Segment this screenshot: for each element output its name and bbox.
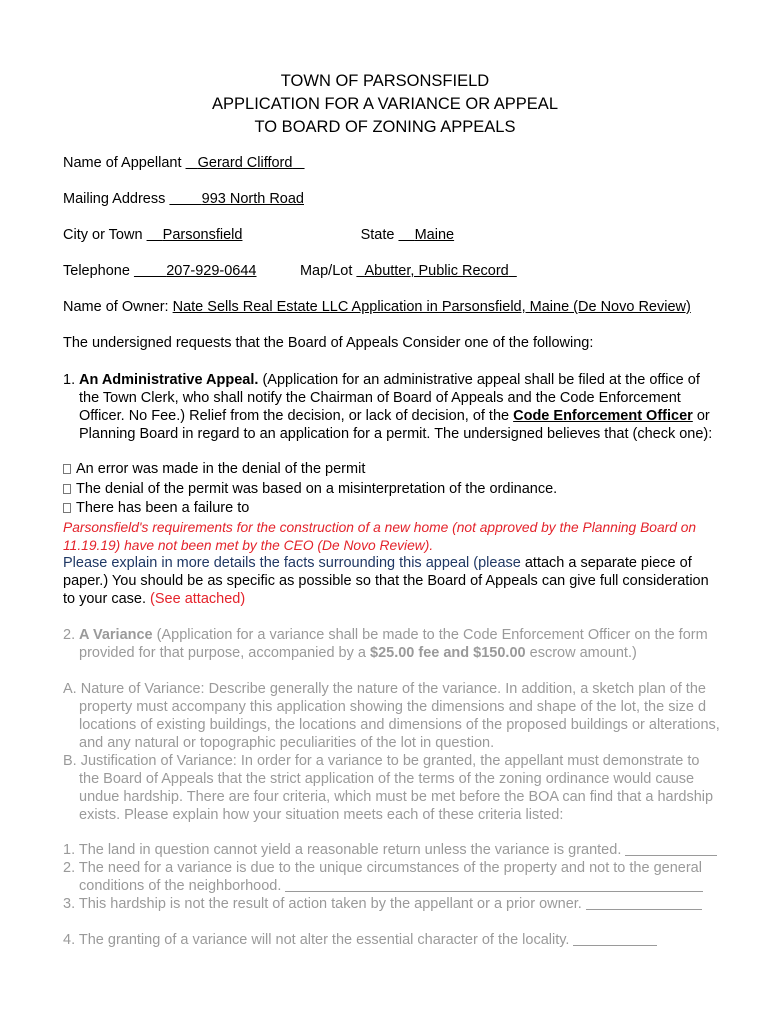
state-label: State [360, 227, 395, 243]
mailing-label: Mailing Address [63, 191, 166, 207]
appellant-field[interactable] [186, 155, 305, 171]
red-note: Parsonsfield's requirements for the construction of a new home (not approved by the Planning Board on 11.19.19) have not been met by the CEO (De Novo Review). [63, 520, 697, 553]
option-error-label: An error was made in the denial of the permit [76, 461, 366, 477]
criteria-1-row [63, 841, 717, 858]
state-field[interactable] [398, 227, 498, 243]
variance-heading: A Variance [79, 627, 153, 643]
option-misinterpretation-checkbox[interactable] [63, 484, 71, 494]
option-failure-row [63, 500, 249, 516]
criteria-1-text: 1. The land in question cannot yield a reasonable return unless the variance is granted. [63, 842, 622, 858]
option-misinterpretation-label: The denial of the permit was based on a misinterpretation of the ordinance. [76, 481, 558, 497]
owner-field[interactable] [173, 299, 691, 315]
variance-fee: $25.00 fee and $150.00 [370, 645, 526, 661]
appellant-label: Name of Appellant [63, 155, 182, 171]
appellant-row [63, 155, 305, 171]
see-attached-text: (See attached) [150, 591, 246, 607]
variance-item-a: A. Nature of Variance: Describe generally the nature of the variance. In addition, a sketch plan of the property must accompany this application showing the dimensions and shape of the lot, the size d locations of existing buildings, the locations and dimensions of the proposed buildings or alterations, and any natural or topographic peculiarities of the lot in question. [63, 681, 720, 751]
city-state-row [63, 227, 498, 243]
appeal-heading: An Administrative Appeal. [79, 372, 259, 388]
city-label: City or Town [63, 227, 143, 243]
criteria-2-row [63, 859, 723, 895]
intro-text: The undersigned requests that the Board of Appeals Consider one of the following: [63, 335, 594, 351]
code-enforcement-officer: Code Enforcement Officer [513, 408, 693, 424]
criteria-2-blank[interactable] [285, 877, 703, 892]
mailing-field[interactable] [169, 191, 497, 207]
variance-text-b: escrow amount.) [529, 645, 637, 661]
variance-number: 2. [63, 627, 76, 643]
criteria-3-text: 3. This hardship is not the result of action taken by the appellant or a prior owner. [63, 896, 582, 912]
criteria-4-text: 4. The granting of a variance will not alter the essential character of the locality. [63, 932, 570, 948]
owner-label: Name of Owner: [63, 299, 169, 315]
appeal-number: 1. [63, 372, 76, 388]
state-value: Maine [414, 227, 455, 243]
option-error-row [63, 461, 365, 477]
variance-section [63, 626, 723, 662]
city-value: Parsonsfield [162, 227, 243, 243]
option-failure-checkbox[interactable] [63, 503, 71, 513]
city-field[interactable] [147, 227, 357, 243]
criteria-2-text: 2. The need for a variance is due to the unique circumstances of the property and not to the general conditions of the neighborhood. [63, 860, 702, 894]
telephone-row [63, 263, 517, 279]
mailing-value: 993 North Road [201, 191, 304, 207]
variance-text-a: (Application for a variance shall be made to the Code Enforcement Officer on the form provided for that purpose, accompanied by a [79, 627, 708, 661]
form-title-line2: APPLICATION FOR A VARIANCE OR APPEAL [212, 95, 558, 113]
criteria-3-blank[interactable] [586, 895, 702, 910]
option-error-checkbox[interactable] [63, 464, 71, 474]
appeal-section [63, 371, 723, 443]
criteria-4-blank[interactable] [573, 931, 657, 946]
appeal-text-a: (Application for an administrative appeal shall be filed at the office of the Town Clerk, who shall notify the Chairman of Board of Appeals and the Code Enforcement Officer. No Fee.) Relief from the decision, or lack of decision, of the [79, 372, 700, 424]
maplot-value: Abutter, Public Record [364, 263, 509, 279]
option-misinterpretation-row [63, 481, 557, 497]
telephone-label: Telephone [63, 263, 130, 279]
explain-navy-text: Please explain in more details the facts surrounding this appeal (please [63, 555, 521, 571]
criteria-3-row [63, 895, 702, 912]
maplot-label: Map/Lot [299, 263, 353, 279]
appellant-value: Gerard Clifford [197, 155, 293, 171]
maplot-field[interactable] [356, 263, 516, 279]
variance-item-b: B. Justification of Variance: In order for a variance to be granted, the appellant must demonstrate to the Board of Appeals that the strict application of the terms of the zoning ordinance would cause undue hardship. There are four criteria, which must be met before the BOA can find that a hardship exists. Please explain how your situation meets each of these criteria listed: [63, 753, 714, 823]
owner-value: Nate Sells Real Estate LLC Application in Parsonsfield, Maine (De Novo Review) [172, 299, 691, 315]
criteria-4-row [63, 931, 657, 948]
form-title-line1: TOWN OF PARSONSFIELD [280, 72, 490, 90]
telephone-field[interactable] [134, 263, 300, 279]
owner-row [63, 299, 691, 315]
explain-paragraph [63, 554, 723, 608]
telephone-value: 207-929-0644 [166, 263, 257, 279]
criteria-1-blank[interactable] [625, 841, 717, 856]
mailing-row [63, 191, 497, 207]
option-failure-label: There has been a failure to [76, 500, 250, 516]
form-title-line3: TO BOARD OF ZONING APPEALS [254, 118, 516, 136]
explain-black-text: attach a separate piece of paper.) You should be as specific as possible so that the Board of Appeals can give full consideration to your case. [63, 555, 709, 607]
appeal-text-b: or Planning Board in regard to an application for a permit. The undersigned believes that (check one): [79, 408, 713, 442]
